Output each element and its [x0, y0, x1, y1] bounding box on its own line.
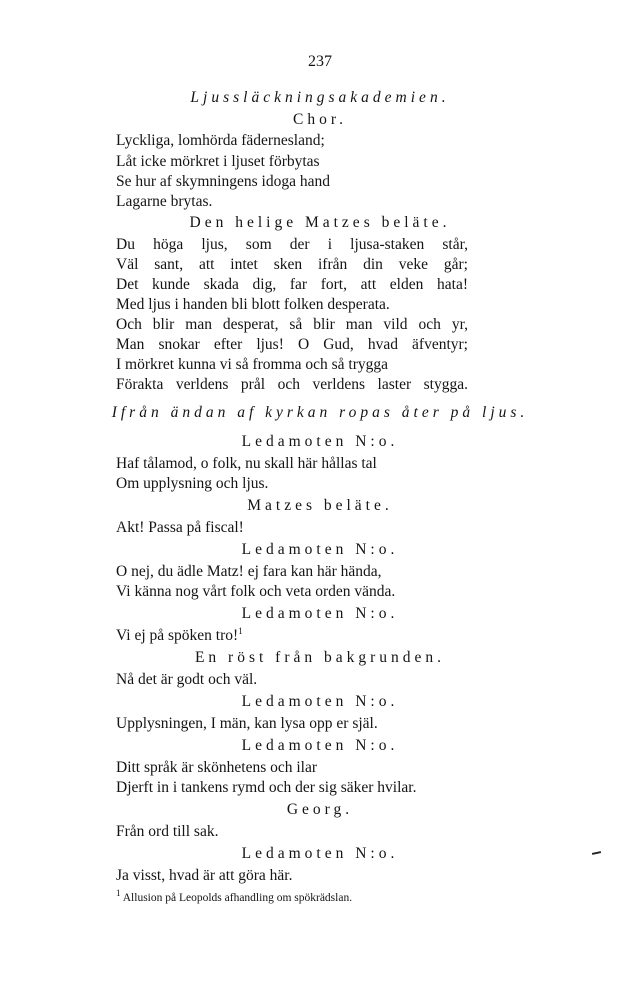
speaker-label: Ledamoten N:o.	[241, 693, 399, 710]
dialogue-line: Vi känna nog vårt folk och veta orden vända.	[116, 583, 396, 600]
verse-line: Med ljus i handen bli blott folken desperata.	[116, 296, 390, 313]
dialogue-line: Från ord till sak.	[116, 823, 219, 840]
footnote-text: Allusion på Leopolds afhandling om spökrädslan.	[122, 892, 353, 904]
verse-line: Väl sant, att intet sken ifrån din veke går;	[116, 256, 468, 273]
verse-line: Man snokar efter ljus! O Gud, hvad äfventyr;	[116, 336, 468, 353]
verse-line: Det kunde skada dig, far fort, att elden hata!	[116, 276, 468, 293]
dialogue-line: Djerft in i tankens rymd och der sig säker hvilar.	[116, 779, 417, 796]
dialogue-line: Ja visst, hvad är att göra här.	[116, 867, 293, 884]
speaker-label: Georg.	[286, 801, 354, 818]
verse-line: I mörkret kunna vi så fromma och så trygga	[116, 356, 389, 373]
speaker-label: Matzes beläte.	[247, 497, 393, 514]
verse-line: Lagarne brytas.	[116, 193, 213, 210]
dialogue-line: O nej, du ädle Matz! ej fara kan här hända,	[116, 563, 382, 580]
verse-line: Låt icke mörkret i ljuset förbytas	[116, 153, 320, 170]
speaker-label: Ledamoten N:o.	[241, 541, 399, 558]
dialogue-line: Upplysningen, I män, kan lysa opp er själ.	[116, 715, 378, 732]
dialogue-line: Akt! Passa på fiscal!	[116, 519, 244, 536]
speaker-label: En röst från bakgrunden.	[194, 649, 446, 666]
dialogue-line: Nå det är godt och väl.	[116, 671, 258, 688]
dialogue-line: Om upplysning och ljus.	[116, 475, 269, 492]
dialogue-line: Ditt språk är skönhetens och ilar	[116, 759, 318, 776]
footnote-reference: 1	[238, 625, 243, 636]
verse-line: Se hur af skymningens idoga hand	[116, 173, 330, 190]
speaker-label: Ledamoten N:o.	[241, 845, 399, 862]
dialogue-line: Haf tålamod, o folk, nu skall här hållas tal	[116, 455, 377, 472]
speaker-label: Ledamoten N:o.	[241, 605, 399, 622]
speaker-label: Ledamoten N:o.	[241, 737, 399, 754]
dialogue-text: Vi ej på spöken tro!	[116, 627, 239, 644]
page-number: 237	[308, 53, 332, 70]
verse-line: Och blir man desperat, så blir man vild och yr,	[116, 316, 468, 333]
speaker-label: Chor.	[292, 111, 348, 128]
footnote-marker: 1	[116, 888, 121, 899]
verse-line: Förakta verldens prål och verldens laster stygga.	[116, 376, 468, 393]
dialogue-line	[116, 626, 243, 646]
section-heading: Ljussläckningsakademien.	[190, 89, 450, 106]
speaker-label: Den helige Matzes beläte.	[189, 214, 451, 231]
verse-line: Lyckliga, lomhörda fädernesland;	[116, 132, 325, 149]
footnote	[116, 888, 352, 908]
speaker-label: Ledamoten N:o.	[241, 433, 399, 450]
verse-line: Du höga ljus, som der i ljusa-staken står,	[116, 236, 468, 253]
stage-direction: Ifrån ändan af kyrkan ropas åter på ljus.	[111, 404, 529, 421]
